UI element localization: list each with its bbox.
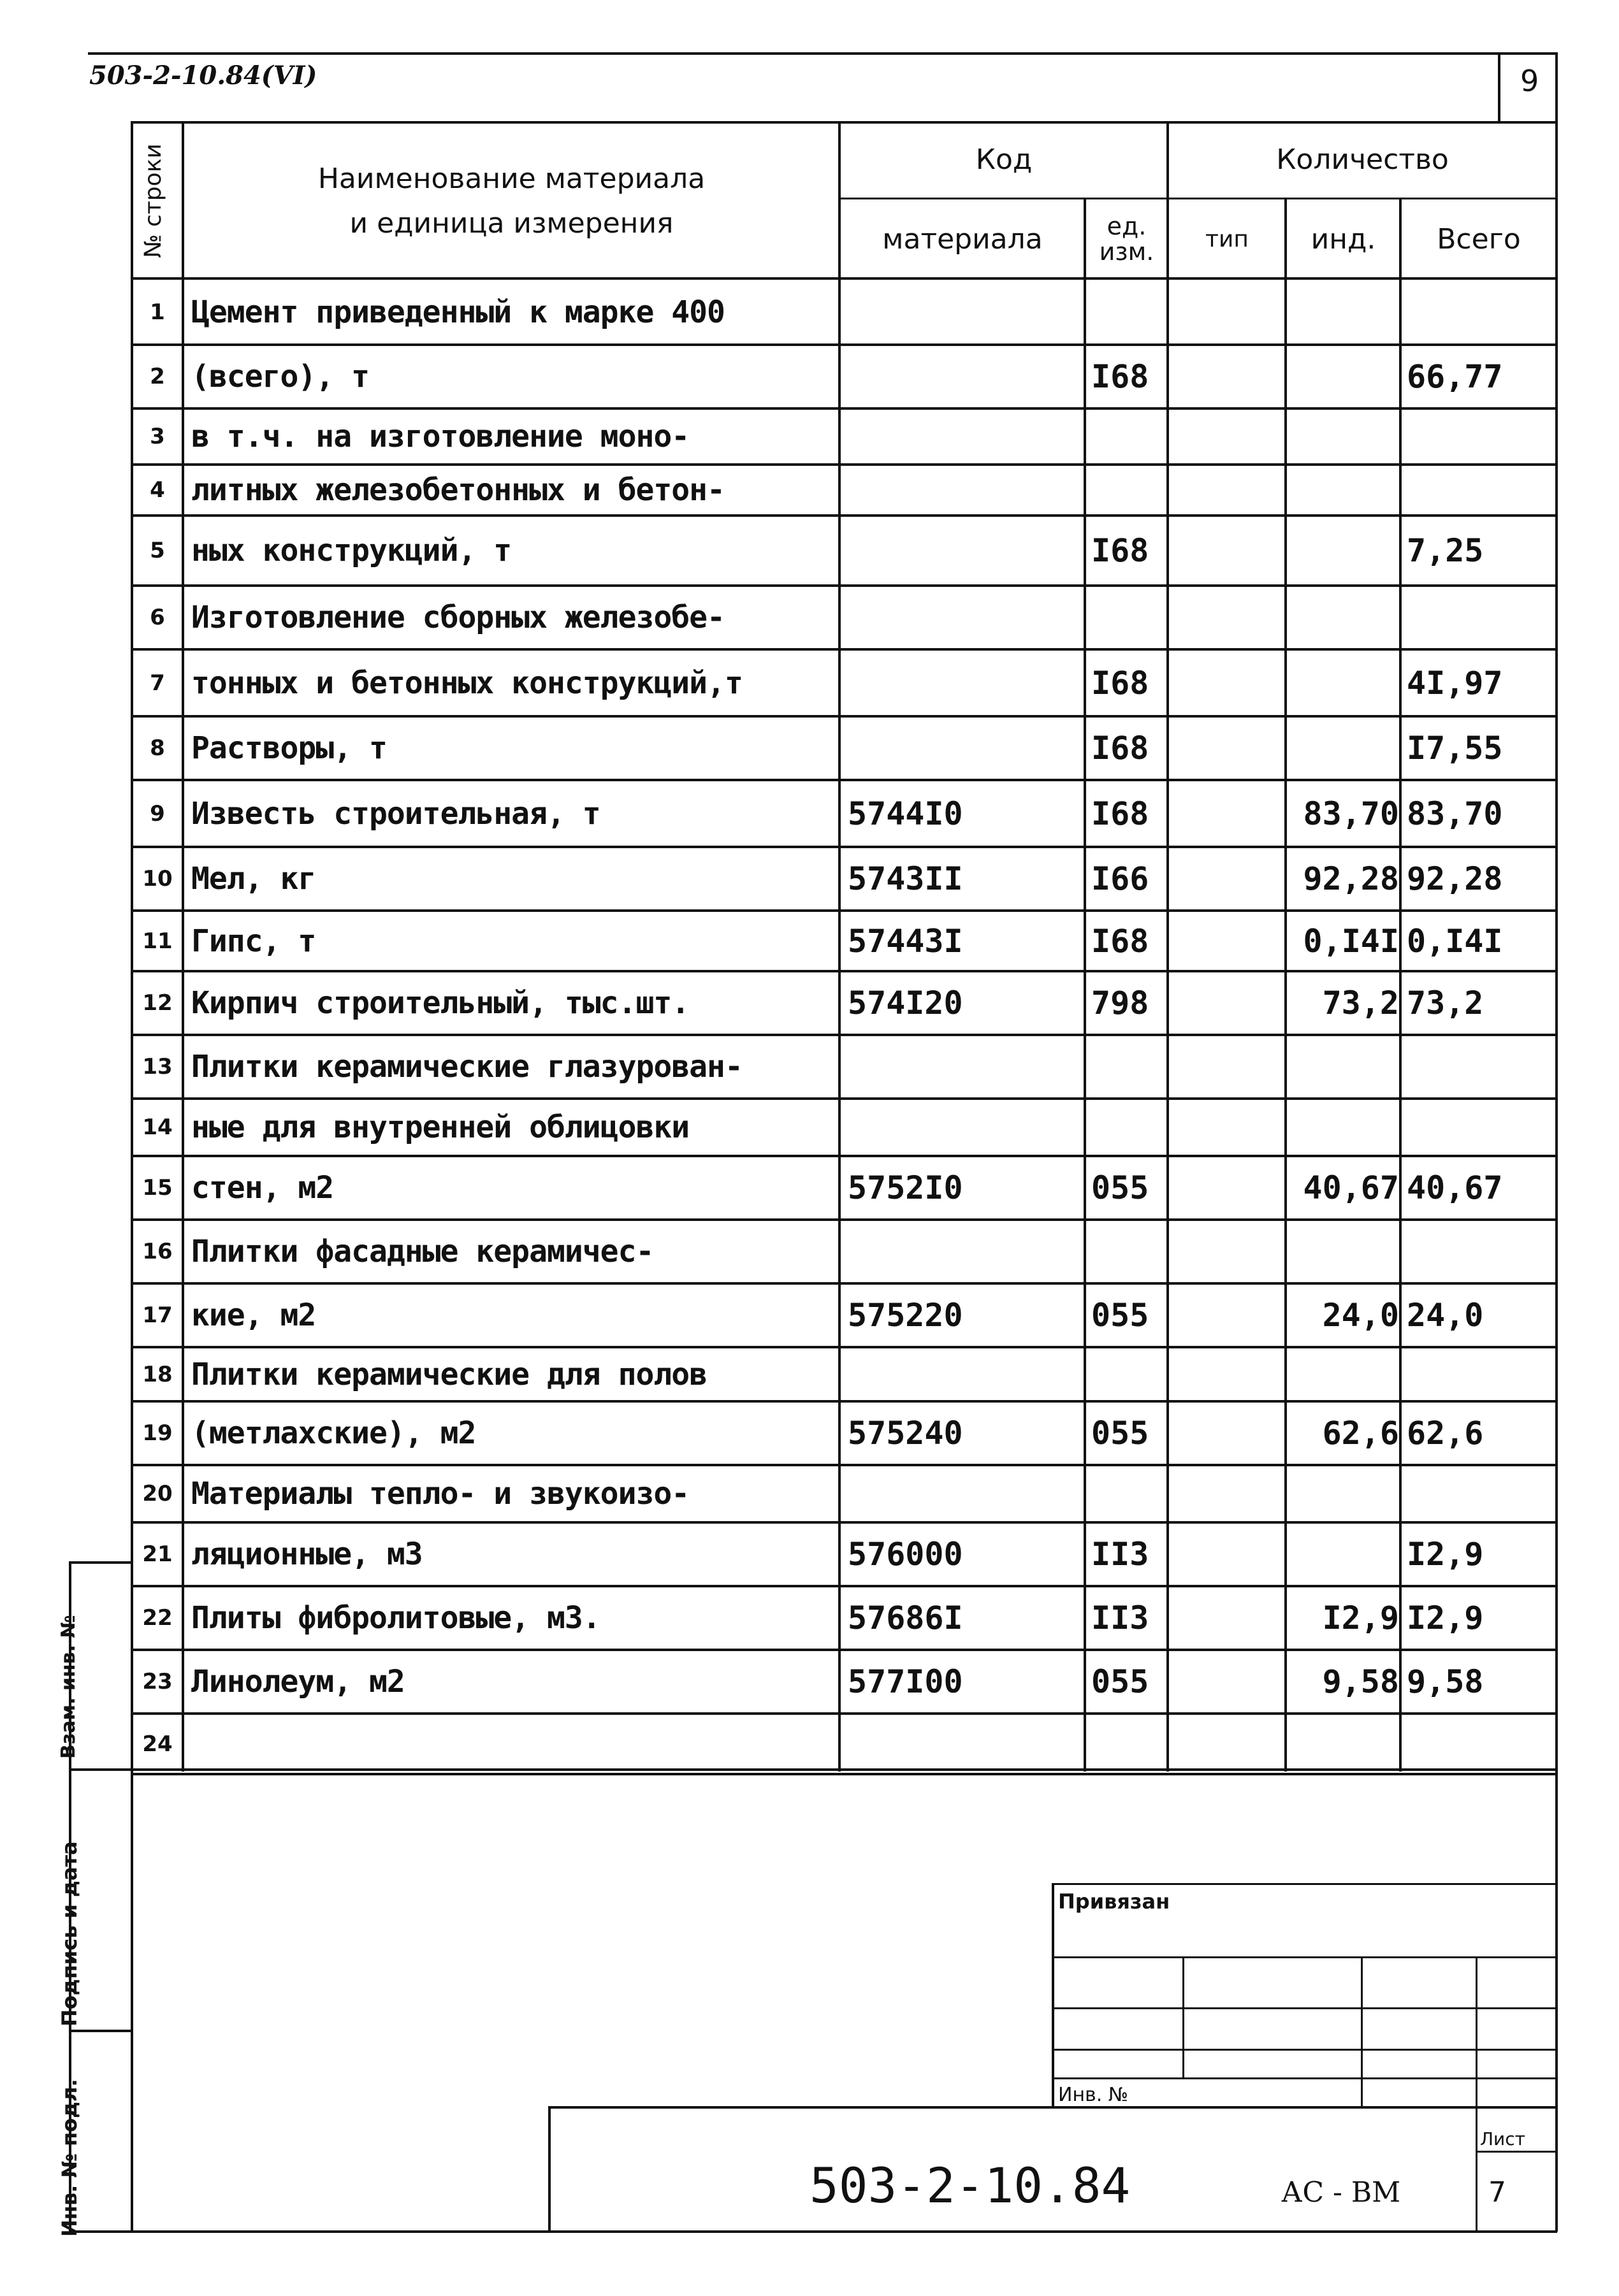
qty-ind xyxy=(1289,1348,1403,1400)
stamp-sheet-label: Лист xyxy=(1480,2128,1525,2149)
header-name-line1: Наименование материала xyxy=(317,162,706,195)
row-number: 22 xyxy=(142,1605,173,1631)
qty-type xyxy=(1173,466,1284,514)
row-number: 12 xyxy=(142,990,173,1016)
material-name: Растворы, т xyxy=(191,730,387,766)
unit-code: 055 xyxy=(1091,1297,1149,1334)
material-name: Плитки керамические глазурован- xyxy=(191,1049,743,1085)
qty-ind xyxy=(1289,517,1403,584)
material-name: кие, м2 xyxy=(191,1297,316,1333)
qty-total: I2,9 xyxy=(1407,1599,1484,1636)
qty-ind xyxy=(1289,651,1403,715)
row-number: 23 xyxy=(142,1669,173,1694)
row-number: 2 xyxy=(150,364,165,389)
qty-type xyxy=(1173,1285,1284,1346)
material-code: 575220 xyxy=(848,1297,963,1334)
unit-code: II3 xyxy=(1091,1536,1149,1573)
qty-type xyxy=(1173,972,1284,1034)
material-code xyxy=(848,1715,1084,1773)
unit-code: II3 xyxy=(1091,1599,1149,1636)
material-name: ных конструкций, т xyxy=(191,533,512,568)
material-code xyxy=(848,651,1084,715)
unit-code xyxy=(1091,587,1166,648)
qty-total xyxy=(1404,1348,1558,1400)
unit-code: I68 xyxy=(1091,532,1149,569)
material-code: 57443I xyxy=(848,922,963,960)
material-name: Мел, кг xyxy=(191,861,316,897)
unit-code: I66 xyxy=(1091,860,1149,897)
qty-ind: 62,6 xyxy=(1322,1415,1399,1452)
material-name: стен, м2 xyxy=(191,1170,334,1206)
qty-total: 7,25 xyxy=(1407,532,1484,569)
qty-type xyxy=(1173,1403,1284,1464)
qty-total: 83,70 xyxy=(1407,795,1503,832)
material-name: Плитки керамические для полов xyxy=(191,1356,708,1392)
unit-code xyxy=(1091,1348,1166,1400)
page-number: 9 xyxy=(1520,64,1539,98)
qty-total: I2,9 xyxy=(1407,1536,1484,1573)
qty-total xyxy=(1404,410,1558,463)
qty-total: 66,77 xyxy=(1407,358,1503,395)
side-replace-inv: Взам. инв. № xyxy=(57,1615,80,1759)
unit-code: 055 xyxy=(1091,1169,1149,1206)
row-number: 10 xyxy=(142,866,173,892)
material-name: в т.ч. на изготовление моно- xyxy=(191,419,690,454)
qty-type xyxy=(1173,281,1284,343)
material-code xyxy=(848,410,1084,463)
material-code: 575240 xyxy=(848,1415,963,1452)
unit-code xyxy=(1091,1715,1166,1773)
qty-total xyxy=(1404,1100,1558,1155)
qty-type xyxy=(1173,1157,1284,1218)
header-qty-ind: инд. xyxy=(1310,222,1376,256)
material-code: 5744I0 xyxy=(848,795,963,832)
unit-code: I68 xyxy=(1091,922,1149,960)
qty-total: 92,28 xyxy=(1407,860,1503,897)
material-name: Кирпич строительный, тыс.шт. xyxy=(191,985,690,1021)
stamp-document-code: 503-2-10.84 xyxy=(810,2157,1131,2214)
material-code xyxy=(848,718,1084,779)
qty-ind: 83,70 xyxy=(1303,795,1399,832)
unit-code xyxy=(1091,1221,1166,1282)
material-code xyxy=(848,346,1084,407)
material-code xyxy=(848,1348,1084,1400)
qty-total: I7,55 xyxy=(1407,730,1503,767)
qty-type xyxy=(1173,1587,1284,1649)
unit-code xyxy=(1091,1466,1166,1521)
qty-type xyxy=(1173,651,1284,715)
material-code: 576000 xyxy=(848,1536,963,1573)
row-number: 1 xyxy=(150,300,165,325)
qty-type xyxy=(1173,517,1284,584)
qty-type xyxy=(1173,587,1284,648)
material-code: 5752I0 xyxy=(848,1169,963,1206)
material-name xyxy=(191,1715,838,1773)
qty-ind: 0,I4I xyxy=(1303,922,1399,960)
qty-type xyxy=(1173,1524,1284,1585)
qty-type xyxy=(1173,1715,1284,1773)
qty-ind xyxy=(1289,587,1403,648)
unit-code: 055 xyxy=(1091,1415,1149,1452)
stamp-sheet-number: 7 xyxy=(1488,2176,1506,2209)
header-name-line2: и единица измерения xyxy=(349,206,674,240)
material-name: Линолеум, м2 xyxy=(191,1664,405,1700)
side-inv-orig: Инв. № подл. xyxy=(57,2079,82,2237)
material-name: (всего), т xyxy=(191,359,369,394)
material-code: 57686I xyxy=(848,1599,963,1636)
material-name: Изготовление сборных железобе- xyxy=(191,600,725,635)
material-code xyxy=(848,1036,1084,1097)
unit-code: 055 xyxy=(1091,1663,1149,1700)
document-code-top: 503-2-10.84(VI) xyxy=(89,61,317,90)
qty-type xyxy=(1173,1466,1284,1521)
material-name: ные для внутренней облицовки xyxy=(191,1109,690,1145)
side-sign-date: Подпись и дата xyxy=(57,1841,82,2026)
qty-total xyxy=(1404,281,1558,343)
qty-ind xyxy=(1289,1715,1403,1773)
qty-type xyxy=(1173,848,1284,909)
qty-type xyxy=(1173,781,1284,846)
qty-ind xyxy=(1289,1036,1403,1097)
row-number: 4 xyxy=(150,477,165,503)
material-code: 574I20 xyxy=(848,985,963,1022)
unit-code xyxy=(1091,1036,1166,1097)
row-number: 19 xyxy=(142,1420,173,1446)
qty-type xyxy=(1173,346,1284,407)
row-number: 16 xyxy=(142,1239,173,1264)
header-qty-type: тип xyxy=(1205,226,1249,252)
qty-ind xyxy=(1289,281,1403,343)
row-number: 17 xyxy=(142,1303,173,1328)
material-code: 577I00 xyxy=(848,1663,963,1700)
qty-ind xyxy=(1289,718,1403,779)
qty-ind: 73,2 xyxy=(1322,985,1399,1022)
qty-ind xyxy=(1289,1524,1403,1585)
row-number: 24 xyxy=(142,1731,173,1757)
qty-total xyxy=(1404,1221,1558,1282)
unit-code: 798 xyxy=(1091,985,1149,1022)
row-number: 11 xyxy=(142,928,173,954)
qty-ind xyxy=(1289,1466,1403,1521)
header-code-group: Код xyxy=(975,143,1033,176)
qty-total xyxy=(1404,1715,1558,1773)
qty-ind: 40,67 xyxy=(1303,1169,1399,1206)
qty-type xyxy=(1173,1221,1284,1282)
qty-ind xyxy=(1289,410,1403,463)
material-name: Материалы тепло- и звукоизо- xyxy=(191,1476,690,1512)
material-name: Гипс, т xyxy=(191,923,316,959)
header-row-number: № строки xyxy=(140,143,166,258)
material-name: ляционные, м3 xyxy=(191,1536,423,1572)
material-code xyxy=(848,1466,1084,1521)
header-code-unit: ед. изм. xyxy=(1099,212,1154,266)
material-code xyxy=(848,587,1084,648)
unit-code: I68 xyxy=(1091,358,1149,395)
unit-code: I68 xyxy=(1091,795,1149,832)
material-name: литных железобетонных и бетон- xyxy=(191,472,725,508)
qty-type xyxy=(1173,1036,1284,1097)
material-code xyxy=(848,1221,1084,1282)
qty-ind xyxy=(1289,346,1403,407)
qty-total xyxy=(1404,1036,1558,1097)
row-number: 14 xyxy=(142,1115,173,1140)
qty-total: 9,58 xyxy=(1407,1663,1484,1700)
row-number: 21 xyxy=(142,1541,173,1567)
stamp-inv-no: Инв. № xyxy=(1058,2084,1129,2106)
unit-code xyxy=(1091,410,1166,463)
material-name: тонных и бетонных конструкций,т xyxy=(191,665,743,701)
qty-total xyxy=(1404,466,1558,514)
qty-ind xyxy=(1289,1100,1403,1155)
qty-ind: 9,58 xyxy=(1322,1663,1399,1700)
qty-total: 0,I4I xyxy=(1407,922,1503,960)
material-code xyxy=(848,281,1084,343)
qty-total xyxy=(1404,587,1558,648)
row-number: 8 xyxy=(150,735,165,761)
material-name: (метлахские), м2 xyxy=(191,1415,476,1451)
row-number: 5 xyxy=(150,538,165,563)
material-code: 5743II xyxy=(848,860,963,897)
qty-total xyxy=(1404,1466,1558,1521)
qty-type xyxy=(1173,912,1284,970)
row-number: 9 xyxy=(150,800,165,827)
qty-total: 24,0 xyxy=(1407,1297,1484,1334)
stamp-privyazan: Привязан xyxy=(1058,1889,1170,1914)
unit-code xyxy=(1091,1100,1166,1155)
material-name: Плиты фибролитовые, м3. xyxy=(191,1600,600,1636)
qty-ind xyxy=(1289,1221,1403,1282)
qty-total: 4I,97 xyxy=(1407,664,1503,702)
header-qty-total: Всего xyxy=(1437,222,1521,256)
unit-code: I68 xyxy=(1091,730,1149,767)
qty-ind: 24,0 xyxy=(1322,1297,1399,1334)
unit-code: I68 xyxy=(1091,664,1149,702)
material-code xyxy=(848,1100,1084,1155)
qty-type xyxy=(1173,1100,1284,1155)
row-number: 13 xyxy=(142,1054,173,1079)
qty-type xyxy=(1173,410,1284,463)
qty-ind: 92,28 xyxy=(1303,860,1399,897)
row-number: 18 xyxy=(142,1361,173,1387)
material-code xyxy=(848,466,1084,514)
material-name: Плитки фасадные керамичес- xyxy=(191,1234,654,1269)
qty-type xyxy=(1173,718,1284,779)
qty-total: 40,67 xyxy=(1407,1169,1503,1206)
header-code-material: материала xyxy=(882,222,1043,256)
material-code xyxy=(848,517,1084,584)
row-number: 20 xyxy=(142,1481,173,1506)
qty-ind: I2,9 xyxy=(1322,1599,1399,1636)
qty-type xyxy=(1173,1348,1284,1400)
material-name: Цемент приведенный к марке 400 xyxy=(191,294,725,330)
row-number: 15 xyxy=(142,1175,173,1201)
stamp-section: АС - ВМ xyxy=(1281,2176,1401,2209)
qty-total: 62,6 xyxy=(1407,1415,1484,1452)
row-number: 6 xyxy=(150,605,165,630)
row-number: 3 xyxy=(150,424,165,449)
qty-total: 73,2 xyxy=(1407,985,1484,1022)
header-qty-group: Количество xyxy=(1276,143,1449,176)
unit-code xyxy=(1091,466,1166,514)
unit-code xyxy=(1091,281,1166,343)
qty-ind xyxy=(1289,466,1403,514)
row-number: 7 xyxy=(150,670,165,696)
qty-type xyxy=(1173,1651,1284,1712)
material-name: Известь строительная, т xyxy=(191,795,600,832)
